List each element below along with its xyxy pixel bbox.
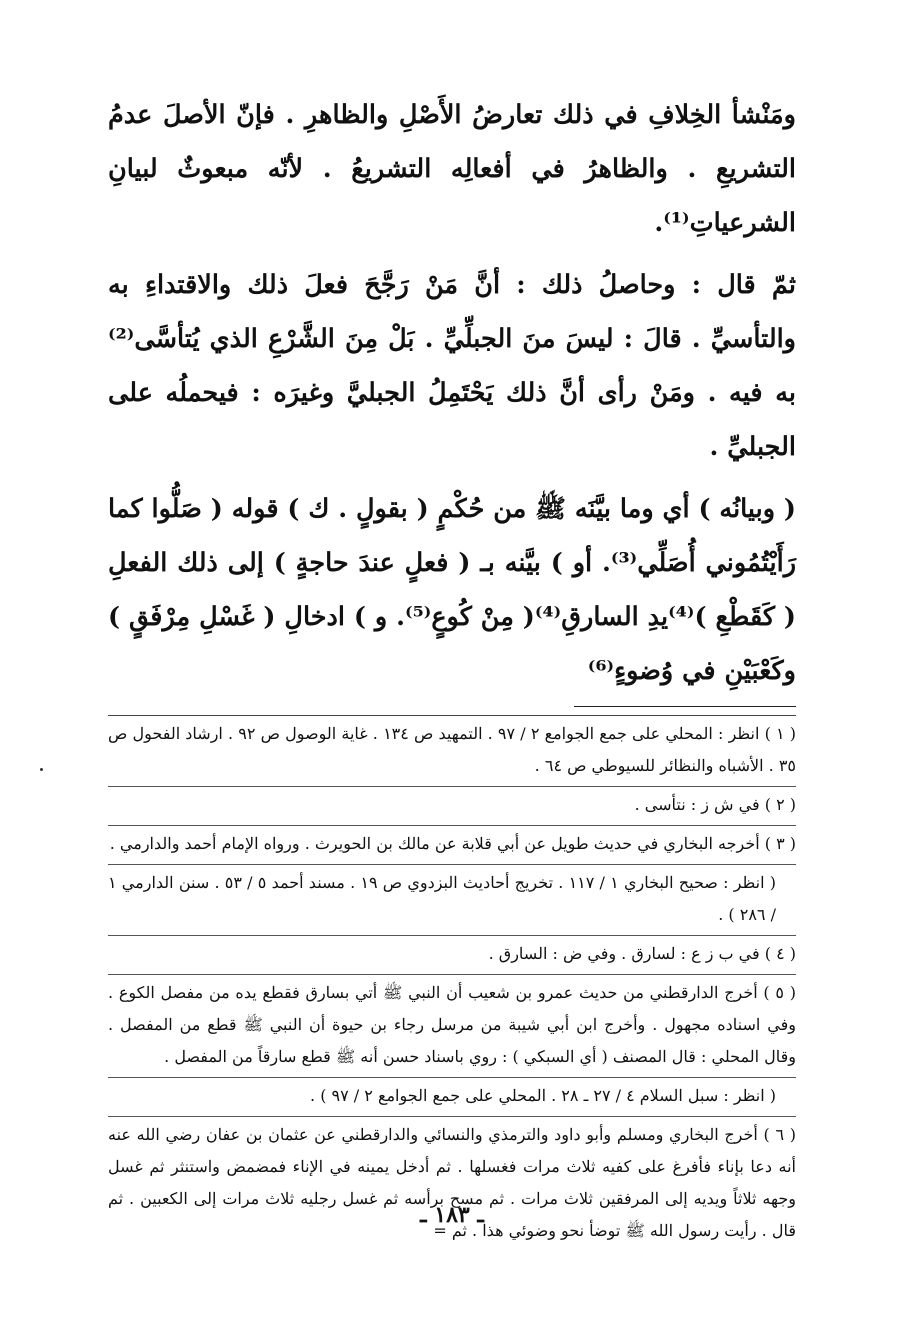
footnote-6: ( ٦ ) أخرج البخاري ومسلم وأبو داود والترمذي والنسائي والدارقطني عن عثمان بن عفان رضي الله عنه أنه دعا بإناء فأفرغ على كفيه ثلاث مرات فغسلها . ثم أدخل يمينه في الإناء فمضمض واستنثر ثم غسل وجهه ثلاثاً ويديه إلى المرفقين ثلاث مرات . ثم مسح برأسه ثم غسل رجليه ثلاث مرات إلى الكعبين . ثم قال . رأيت رسول الله ﷺ توضأ نحو وضوئي هذا . ثم = [108, 1125, 796, 1240]
main-paragraph-2: ثمّ قال : وحاصلُ ذلك : أنَّ مَنْ رَجَّحَ فعلَ ذلك والاقتداءِ به والتأسيِّ . قالَ : ليسَ منَ الجبلِّيِّ . بَلْ مِنَ الشَّرْعِ الذي يُتأسَّى⁽²⁾ به فيه . ومَنْ رأى أنَّ ذلك يَحْتَمِلُ الجبليَّ وغيرَه : فيحملُه على الجبليِّ . [108, 270, 796, 462]
footnote-5-references: ( انظر : سبل السلام ٤ / ٢٧ ـ ٢٨ . المحلي على جمع الجوامع ٢ / ٩٧ ) . [108, 1078, 796, 1117]
main-paragraph-1: ومَنْشأ الخِلافِ في ذلك تعارضُ الأَصْلِ والظاهرِ . فإنّ الأصلَ عدمُ التشريعِ . والظاهرُ في أفعالِه التشريعُ . لأنّه مبعوثٌ لبيانِ الشرعياتِ⁽¹⁾. [108, 100, 796, 238]
footnote-5: ( ٥ ) أخرج الدارقطني من حديث عمرو بن شعيب أن النبي ﷺ أتي بسارق فقطع يده من مفصل الكوع . وفي اسناده مجهول . وأخرج ابن أبي شيبة من مرسل رجاء بن حيوة أن النبي ﷺ قطع من المفصل . وقال المحلي : قال المصنف ( أي السبكي ) : روي باسناد حسن أنه ﷺ قطع سارقاً من المفصل . [108, 975, 796, 1078]
scan-speck [40, 768, 43, 771]
page-number: ـ ١٨٣ ـ [420, 1202, 484, 1228]
footnote-3-references: ( انظر : صحيح البخاري ١ / ١١٧ . تخريج أحاديث البزدوي ص ١٩ . مسند أحمد ٥ / ٥٣ . سنن الدارمي ١ / ٢٨٦ ) . [108, 865, 796, 936]
footnote-2: ( ٢ ) في ش ز : نتأسى . [108, 787, 796, 826]
footnote-4: ( ٤ ) في ب ز ع : لسارق . وفي ض : السارق . [108, 936, 796, 975]
footnote-3: ( ٣ ) أخرجه البخاري في حديث طويل عن أبي قلابة عن مالك بن الحويرث . ورواه الإمام أحمد والدارمي . [108, 826, 796, 865]
main-paragraph-3: ( وبيانُه ) أي وما بيَّنَه ﷺ من حُكْمٍ ( بقولٍ . ك ) قوله ( صَلُّوا كما رَأَيْتُمُوني أُصَلِّي⁽³⁾. أو ) بيَّنه بـ ( فعلٍ عندَ حاجةٍ ) إلى ذلك الفعلِ ( كَقَطْعِ )⁽⁴⁾يدِ السارقِ⁽⁴⁾( مِنْ كُوعٍ⁽⁵⁾. و ) ادخالِ ( غَسْلِ مِرْفَقٍ ) وكَعْبَيْنِ في وُضوءٍ⁽⁶⁾ [108, 494, 797, 686]
footnote-1: ( ١ ) انظر : المحلي على جمع الجوامع ٢ / ٩٧ . التمهيد ص ١٣٤ . غاية الوصول ص ٩٢ . ارشاد الفحول ص ٣٥ . الأشباه والنظائر للسيوطي ص ٦٤ . [108, 716, 796, 787]
footnotes [108, 715, 796, 1251]
footnote-separator [574, 706, 796, 707]
page-body [108, 88, 796, 1251]
